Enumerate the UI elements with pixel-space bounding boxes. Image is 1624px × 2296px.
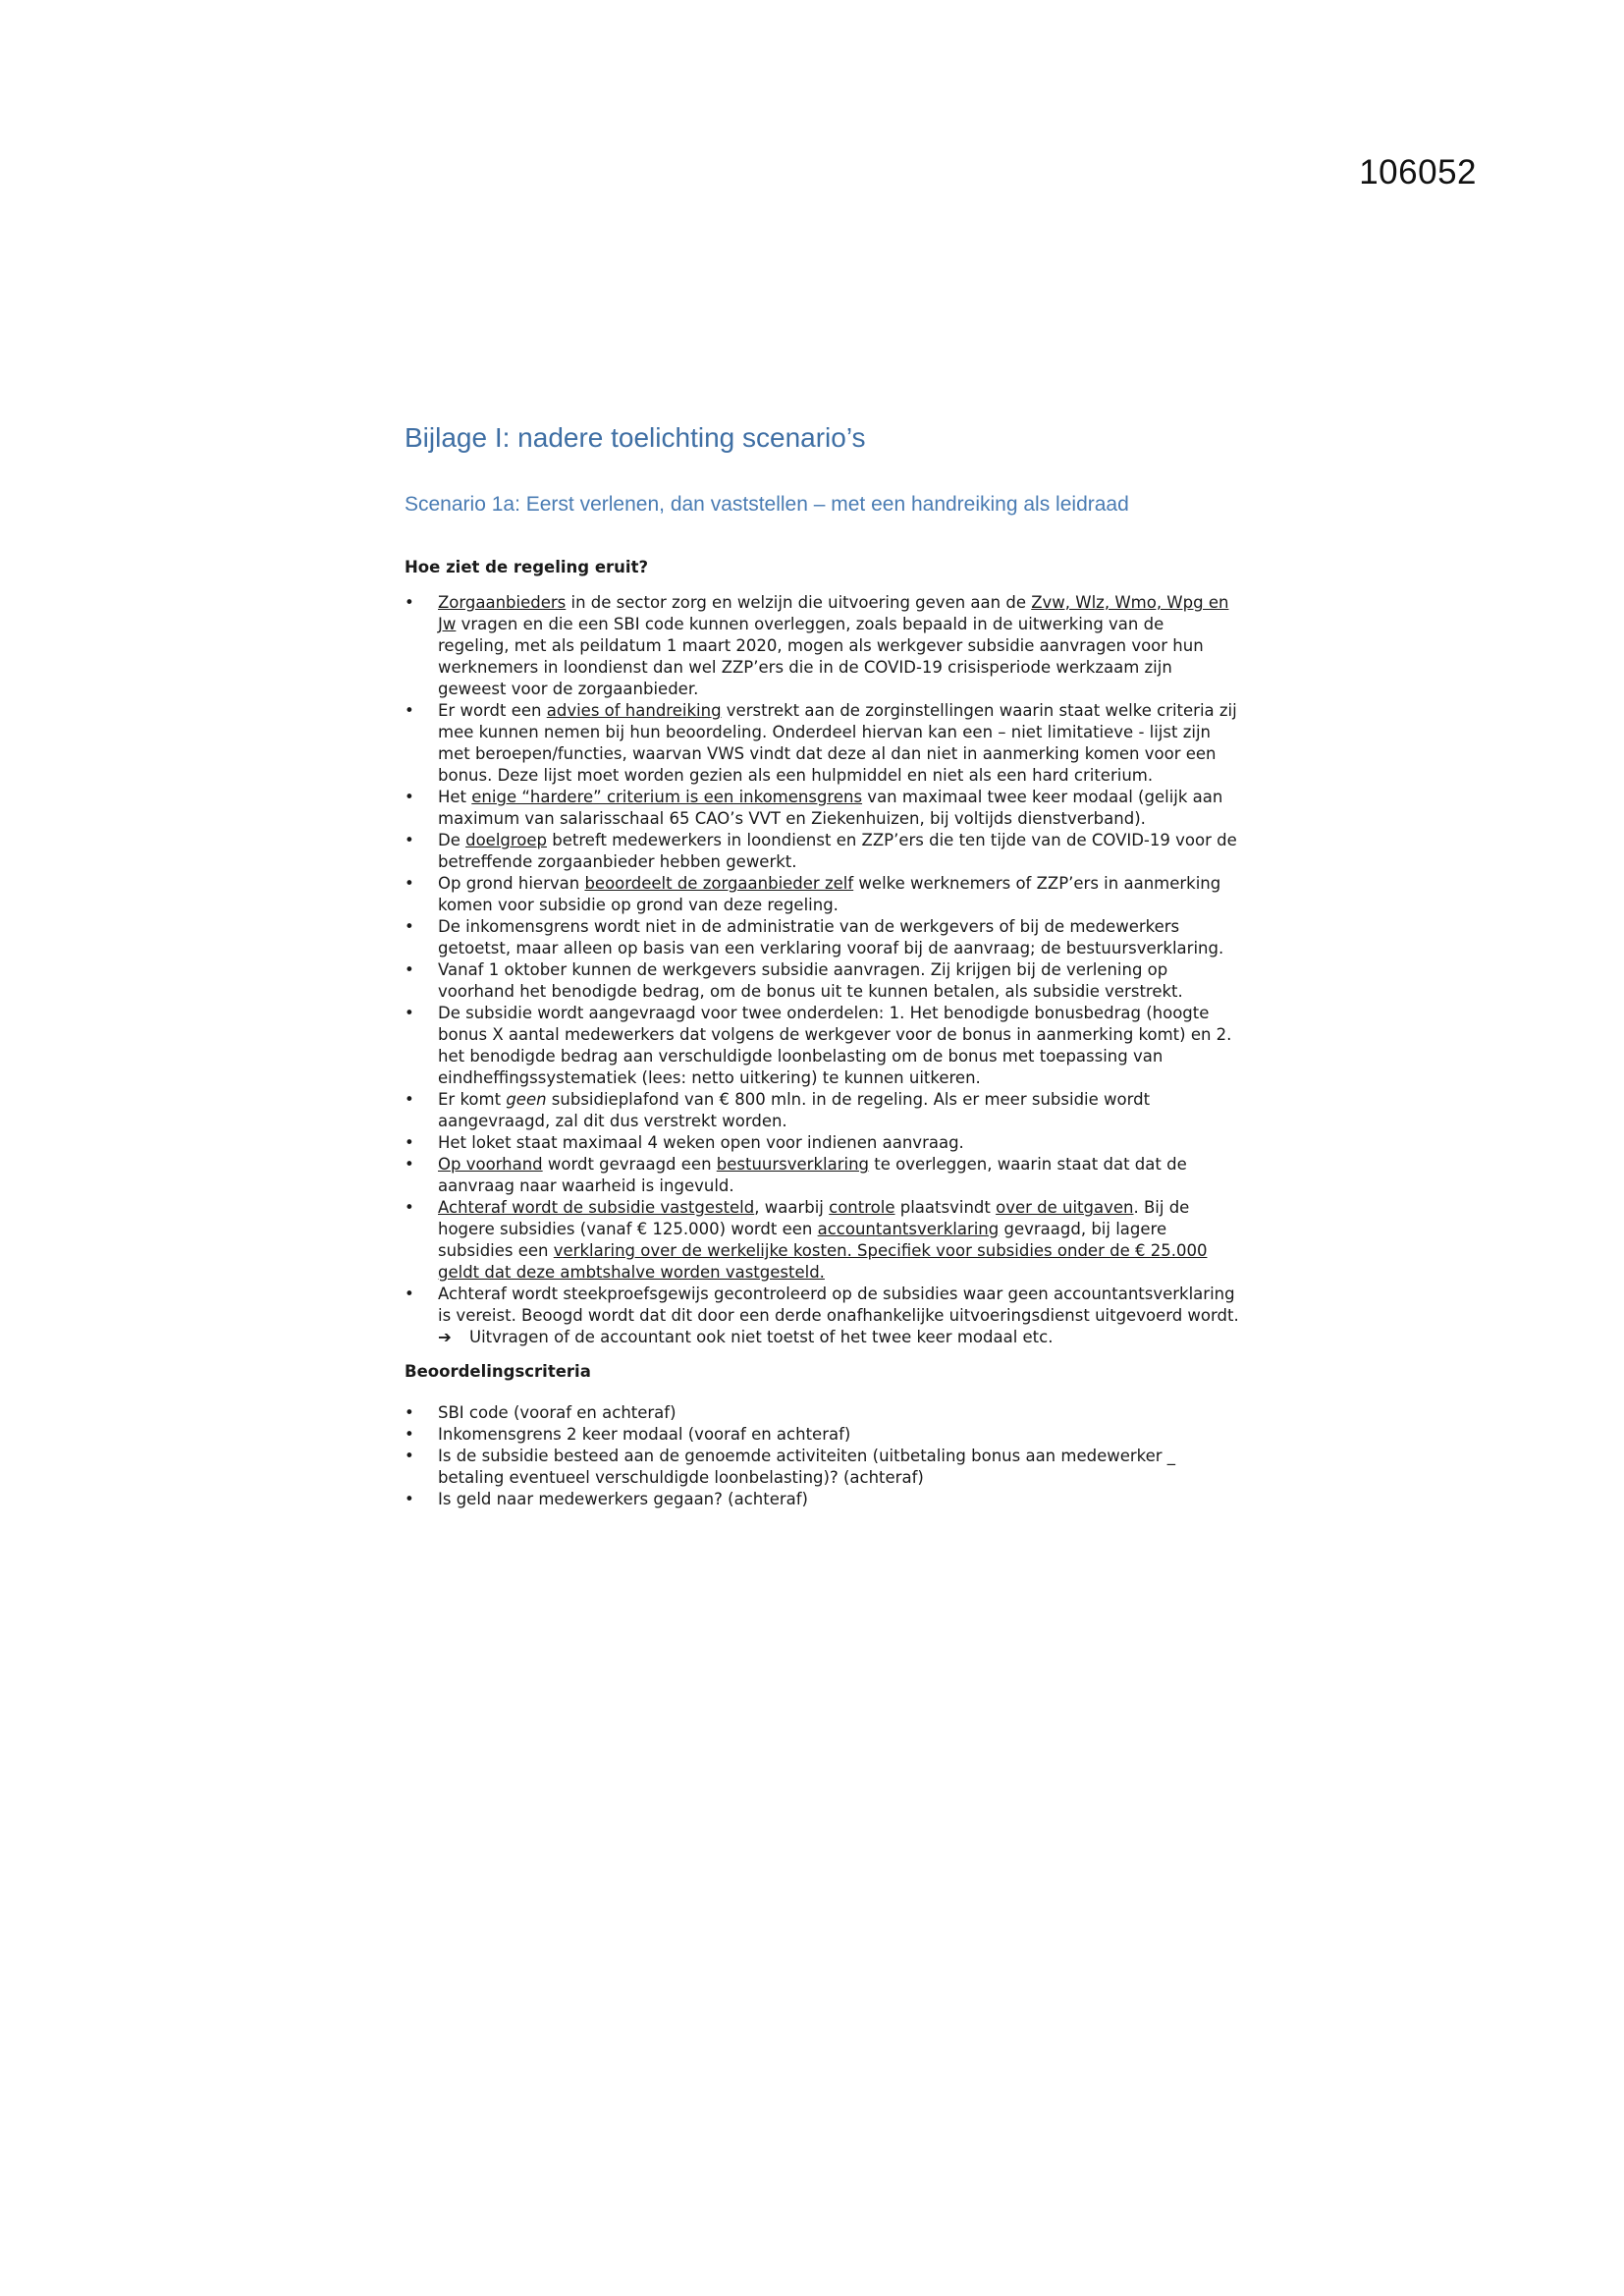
bullet-icon: • bbox=[405, 788, 414, 806]
list-item bbox=[405, 1132, 1239, 1154]
bullet-icon: • bbox=[405, 1425, 414, 1444]
list-item bbox=[405, 592, 1239, 700]
bullet-icon: • bbox=[405, 831, 414, 849]
bullet-icon: • bbox=[405, 1490, 414, 1508]
text-underlined: controle bbox=[829, 1198, 895, 1217]
text: welke werknemers of ZZP’ers in aanmerking komen voor subsidie op grond van deze regeling. bbox=[438, 874, 1221, 914]
list-item bbox=[405, 1402, 1239, 1424]
text-underlined: Op voorhand bbox=[438, 1155, 543, 1174]
section-heading-regeling: Hoe ziet de regeling eruit? bbox=[405, 558, 649, 576]
text-underlined: enige “hardere” criterium is een inkomensgrens bbox=[471, 788, 863, 806]
text: . Bij de hogere subsidies (vanaf € 125.000) wordt een bbox=[438, 1198, 1190, 1238]
bullet-icon: • bbox=[405, 1447, 414, 1465]
text: gevraagd, bij lagere subsidies een bbox=[438, 1220, 1167, 1260]
bullet-icon: • bbox=[405, 1090, 414, 1109]
text-underlined: accountantsverklaring bbox=[817, 1220, 1000, 1238]
text: Het bbox=[438, 788, 472, 806]
bullet-icon: • bbox=[405, 960, 414, 979]
text: De subsidie wordt aangevraagd voor twee onderdelen: 1. Het benodigde bonusbedrag (hoogte bonus X aantal medewerkers dat volgens de werkgever voor de bonus in aanmerking komt) en 2. het benodigde bedrag aan verschuldigde loonbelasting om de bonus met toepassing van eindheffingssystematiek (lees: netto uitkering) te kunnen uitkeren. bbox=[438, 1004, 1232, 1087]
bullet-icon: • bbox=[405, 874, 414, 893]
text: Achteraf wordt steekproefsgewijs gecontroleerd op de subsidies waar geen accountantsverklaring is vereist. Beoogd wordt dat dit door een derde onafhankelijke uitvoeringsdienst uitgevoerd wordt. bbox=[438, 1285, 1239, 1325]
list-item bbox=[405, 873, 1239, 916]
text: Is geld naar medewerkers gegaan? (achteraf) bbox=[438, 1490, 808, 1508]
bullet-icon: • bbox=[405, 701, 414, 720]
text: Uitvragen of de accountant ook niet toetst of het twee keer modaal etc. bbox=[469, 1328, 1054, 1346]
text: Het loket staat maximaal 4 weken open voor indienen aanvraag. bbox=[438, 1133, 964, 1152]
text: De bbox=[438, 831, 466, 849]
text: Inkomensgrens 2 keer modaal (vooraf en achteraf) bbox=[438, 1425, 851, 1444]
appendix-title: Bijlage I: nadere toelichting scenario’s bbox=[405, 422, 866, 453]
text: verstrekt aan de zorginstellingen waarin staat welke criteria zij mee kunnen nemen bij hun beoordeling. Onderdeel hiervan kan een – niet limitatieve - lijst zijn met beroepen/functies, waarvan VWS vindt dat deze al dan niet in aanmerking komen voor een bonus. Deze lijst moet worden gezien als een hulpmiddel en niet als een hard criterium. bbox=[438, 701, 1237, 785]
bullet-icon: • bbox=[405, 1403, 414, 1422]
text-underlined: advies of handreiking bbox=[546, 701, 722, 720]
text-underlined: bestuursverklaring bbox=[716, 1155, 870, 1174]
list-item bbox=[405, 787, 1239, 830]
document-body bbox=[405, 422, 1239, 1510]
text-underlined: Zvw, Wlz, Wmo, Wpg en Jw bbox=[438, 593, 1229, 633]
criteria-bullet-list bbox=[405, 1402, 1239, 1510]
text: subsidieplafond van € 800 mln. in de regeling. Als er meer subsidie wordt aangevraagd, zal dit dus verstrekt worden. bbox=[438, 1090, 1151, 1130]
bullet-icon: • bbox=[405, 1004, 414, 1022]
list-item bbox=[405, 1489, 1239, 1510]
bullet-icon: • bbox=[405, 1133, 414, 1152]
text: plaatsvindt bbox=[894, 1198, 997, 1217]
text: te overleggen, waarin staat dat dat de aanvraag naar waarheid is ingevuld. bbox=[438, 1155, 1187, 1195]
text: Op grond hiervan bbox=[438, 874, 585, 893]
list-item bbox=[405, 830, 1239, 873]
text: vragen en die een SBI code kunnen overleggen, zoals bepaald in de uitwerking van de regeling, met als peildatum 1 maart 2020, mogen als werkgever subsidie aanvragen voor hun werknemers in loondienst dan wel ZZP’ers die in de COVID-19 crisisperiode werkzaam zijn geweest voor de zorgaanbieder. bbox=[438, 615, 1204, 698]
text-underlined: Achteraf wordt de subsidie vastgesteld bbox=[438, 1198, 755, 1217]
arrow-list-item bbox=[405, 1327, 1239, 1348]
text-underlined: beoordeelt de zorgaanbieder zelf bbox=[584, 874, 854, 893]
text: Is de subsidie besteed aan de genoemde activiteiten (uitbetaling bonus aan medewerker _ betaling eventueel verschuldigde loonbelasting)? (achteraf) bbox=[438, 1447, 1176, 1487]
list-item bbox=[405, 1424, 1239, 1446]
text: , waarbij bbox=[754, 1198, 830, 1217]
text-underlined: verklaring over de werkelijke kosten. Specifiek voor subsidies onder de € 25.000 geldt dat deze ambtshalve worden vastgesteld. bbox=[438, 1241, 1208, 1282]
text: in de sector zorg en welzijn die uitvoering geven aan de bbox=[566, 593, 1032, 612]
list-item bbox=[405, 1197, 1239, 1284]
text: Vanaf 1 oktober kunnen de werkgevers subsidie aanvragen. Zij krijgen bij de verlening op voorhand het benodigde bedrag, om de bonus uit te kunnen betalen, als subsidie verstrekt. bbox=[438, 960, 1183, 1001]
list-item bbox=[405, 959, 1239, 1003]
list-item bbox=[405, 700, 1239, 787]
list-item bbox=[405, 1154, 1239, 1197]
text-underlined: over de uitgaven bbox=[996, 1198, 1134, 1217]
section-heading-beoordelingscriteria: Beoordelingscriteria bbox=[405, 1362, 591, 1381]
bullet-icon: • bbox=[405, 1198, 414, 1217]
list-item bbox=[405, 1284, 1239, 1327]
text-italic: geen bbox=[506, 1090, 547, 1109]
text: De inkomensgrens wordt niet in de administratie van de werkgevers of bij de medewerkers getoetst, maar alleen op basis van een verklaring vooraf bij de aanvraag; de bestuursverklaring. bbox=[438, 917, 1224, 957]
bullet-icon: • bbox=[405, 1155, 414, 1174]
bullet-icon: • bbox=[405, 1285, 414, 1303]
text: Er komt bbox=[438, 1090, 507, 1109]
list-item bbox=[405, 1003, 1239, 1089]
bullet-icon: • bbox=[405, 917, 414, 936]
text-underlined: Zorgaanbieders bbox=[438, 593, 567, 612]
list-item bbox=[405, 916, 1239, 959]
regeling-bullet-list bbox=[405, 592, 1239, 1327]
text: wordt gevraagd een bbox=[542, 1155, 717, 1174]
list-item bbox=[405, 1446, 1239, 1489]
document-number: 106052 bbox=[1359, 153, 1477, 191]
list-item bbox=[405, 1089, 1239, 1132]
text-underlined: doelgroep bbox=[465, 831, 548, 849]
scenario-title: Scenario 1a: Eerst verlenen, dan vaststellen – met een handreiking als leidraad bbox=[405, 493, 1129, 516]
arrow-right-icon: ➔ bbox=[438, 1328, 452, 1346]
text: betreft medewerkers in loondienst en ZZP’ers die ten tijde van de COVID-19 voor de betreffende zorgaanbieder hebben gewerkt. bbox=[438, 831, 1237, 871]
bullet-icon: • bbox=[405, 593, 414, 612]
text: Er wordt een bbox=[438, 701, 547, 720]
text: SBI code (vooraf en achteraf) bbox=[438, 1403, 677, 1422]
text: van maximaal twee keer modaal (gelijk aan maximum van salarisschaal 65 CAO’s VVT en Ziekenhuizen, bij voltijds dienstverband). bbox=[438, 788, 1223, 828]
